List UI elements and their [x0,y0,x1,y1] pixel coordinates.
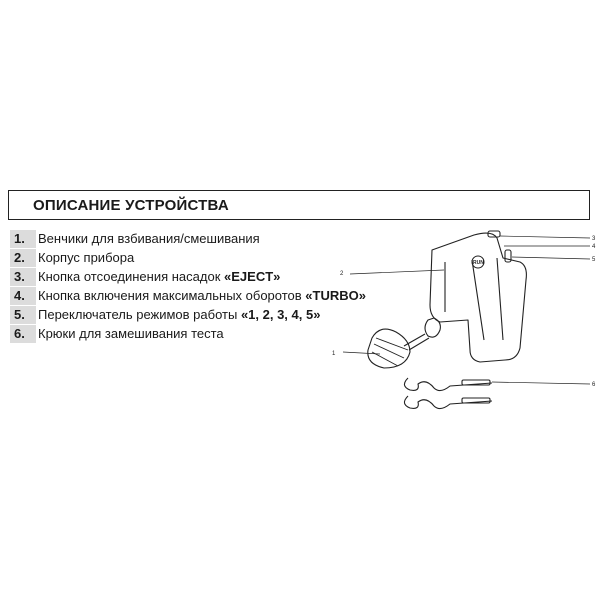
callout-5: 5 [592,257,596,263]
part-number: 4. [10,287,36,305]
callout-3: 3 [592,236,596,242]
part-label: Кнопка отсоединения насадок «EJECT» [38,269,281,284]
attachment-neck [425,318,440,337]
part-number: 5. [10,306,36,324]
beater-shaft [404,334,425,346]
part-number: 3. [10,268,36,286]
eject-button [488,231,500,237]
part-label: Переключатель режимов работы «1, 2, 3, 4, 5» [38,307,321,322]
callout-6: 6 [592,382,596,388]
part-number: 2. [10,249,36,267]
part-label: Кнопка включения максимальных оборотов «TURBO» [38,288,366,303]
beater-shaft-2 [409,338,429,350]
part-label: Корпус прибора [38,250,135,265]
mixer-handle-line-2 [497,258,503,340]
brand-logo-text: RUN [473,260,484,266]
callout-4: 4 [592,244,596,250]
part-label: Крюки для замешивания теста [38,326,224,341]
mixer-handle-line [472,260,484,340]
part-label: Венчики для взбивания/смешивания [38,231,260,246]
page-title: ОПИСАНИЕ УСТРОЙСТВА [33,197,229,214]
callout-1: 1 [332,351,336,357]
part-number: 1. [10,230,36,248]
callout-2: 2 [340,271,344,277]
part-number: 6. [10,325,36,343]
